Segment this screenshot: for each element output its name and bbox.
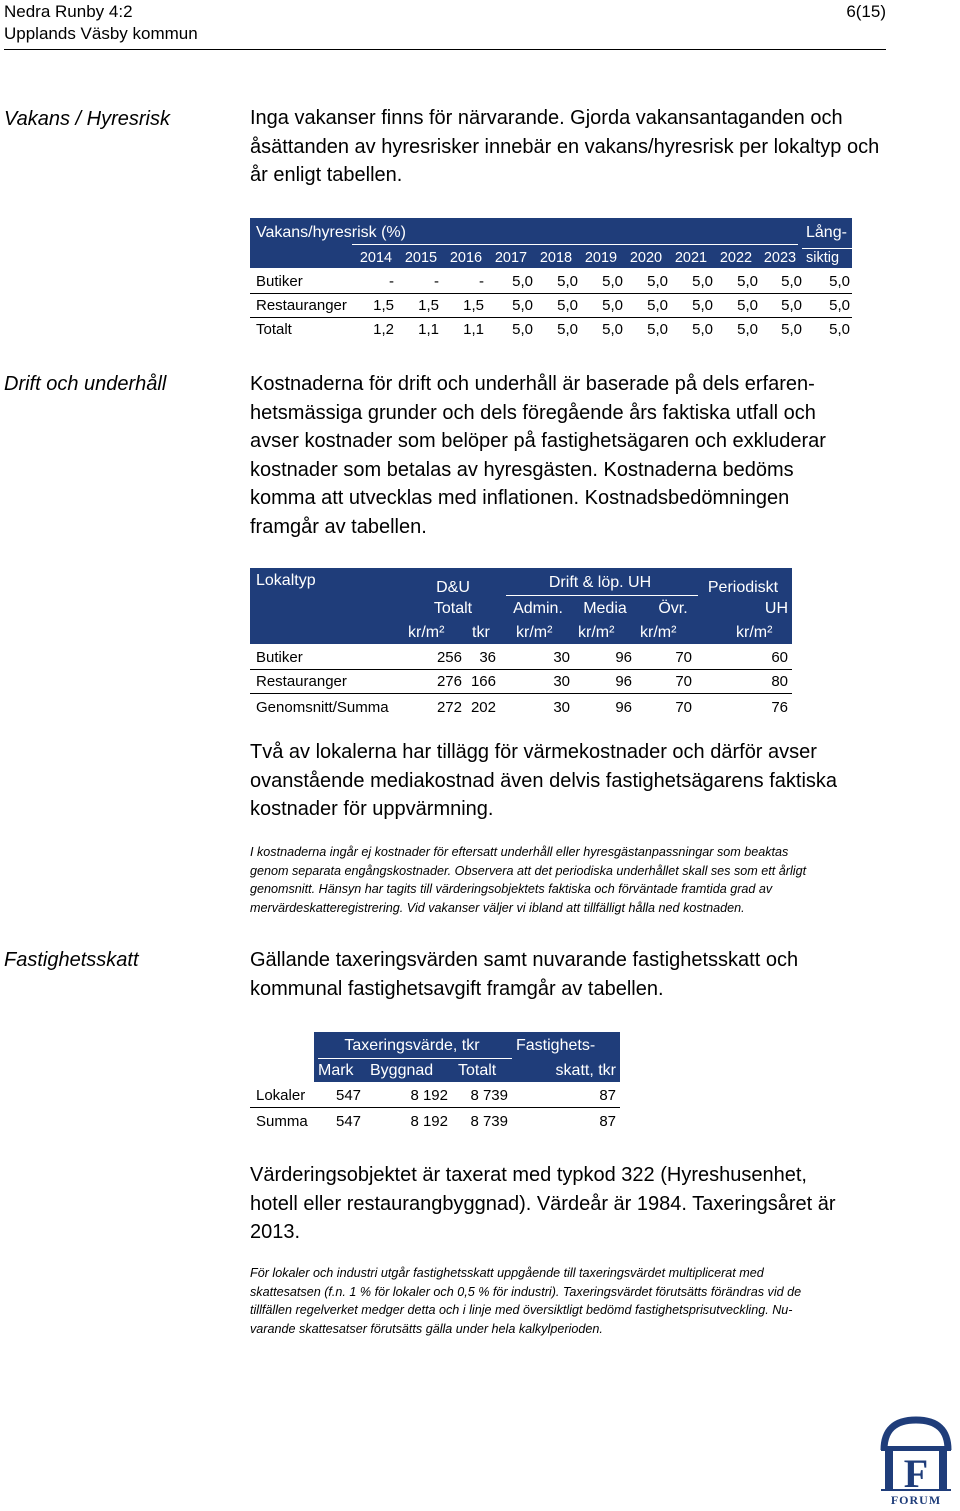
row-label: Lokaler xyxy=(256,1087,306,1104)
cell: 87 xyxy=(599,1113,616,1130)
cell: 8 192 xyxy=(410,1113,448,1130)
note-line: varande skattesatser förutsätts gälla under hela kalkylperioden. xyxy=(250,1321,603,1336)
tax-row-lokaler xyxy=(250,1084,620,1108)
vacancy-year-2022: 2022 xyxy=(719,250,753,266)
tax-paragraph xyxy=(250,946,890,1003)
taxcode-paragraph xyxy=(250,1161,890,1247)
text-line: 2013. xyxy=(250,1221,301,1243)
unit-admin: kr/m² xyxy=(516,624,553,641)
vacancy-year-2021: 2021 xyxy=(674,250,708,266)
cell: 547 xyxy=(336,1087,362,1104)
logo-letter: F xyxy=(903,1451,929,1496)
cell: 5,0 xyxy=(737,297,758,314)
col-uh: UH xyxy=(764,600,788,617)
unit-du: kr/m² xyxy=(408,624,445,641)
col-totalt: Totalt xyxy=(433,600,473,617)
cell: - xyxy=(434,273,439,290)
cell: 5,0 xyxy=(512,321,533,338)
vacancy-year-2017: 2017 xyxy=(494,250,528,266)
cell: 70 xyxy=(675,699,692,716)
cost-table-header xyxy=(250,568,792,644)
cell: 87 xyxy=(599,1087,616,1104)
cell: 547 xyxy=(336,1113,362,1130)
cell: 5,0 xyxy=(829,297,850,314)
col-skatt-1: Fastighets- xyxy=(516,1037,596,1054)
cell: 5,0 xyxy=(557,321,578,338)
cell: 202 xyxy=(470,699,496,716)
note-line: I kostnaderna ingår ej kostnader för eftersatt underhåll eller hyresgästanpassningar som beaktas xyxy=(250,845,789,859)
cost-row-summa xyxy=(250,696,792,720)
text-line: kostnader som betalas av hyresgästen. Kostnaderna bedöms xyxy=(250,458,794,481)
cell: 5,0 xyxy=(829,321,850,338)
cell: 76 xyxy=(771,699,788,716)
cell: 1,5 xyxy=(418,297,439,314)
header-rule xyxy=(4,49,886,50)
row-label: Genomsnitt/Summa xyxy=(256,699,389,716)
page-number: 6(15) xyxy=(846,2,886,21)
vacancy-year-2023: 2023 xyxy=(763,250,797,266)
vacancy-row-butiker xyxy=(250,270,852,294)
col-mark: Mark xyxy=(318,1062,354,1079)
cell: 5,0 xyxy=(781,273,802,290)
cell: 5,0 xyxy=(512,273,533,290)
note-line: genomsnitt. Hänsyn har tagits till värderingsobjektets faktiska och förväntade framtida grad av xyxy=(250,882,773,897)
tax-table-header xyxy=(314,1032,620,1082)
cell: 60 xyxy=(771,649,788,666)
vacancy-col-longterm-2: siktig xyxy=(806,250,840,266)
cell: 96 xyxy=(615,673,632,690)
text-line: framgår av tabellen. xyxy=(250,515,427,538)
cell: 36 xyxy=(479,649,496,666)
vacancy-year-2014: 2014 xyxy=(359,250,393,266)
col-drift: Drift & löp. UH xyxy=(548,574,652,591)
col-admin: Admin. xyxy=(513,600,563,617)
tax-note xyxy=(250,1264,890,1338)
cell: 96 xyxy=(615,649,632,666)
cell: 5,0 xyxy=(781,321,802,338)
cell: 5,0 xyxy=(557,297,578,314)
cell: 5,0 xyxy=(737,273,758,290)
cost-row-restauranger xyxy=(250,670,792,694)
cell: 1,1 xyxy=(418,321,439,338)
col-periodiskt: Periodiskt xyxy=(707,579,779,596)
vacancy-table-title: Vakans/hyresrisk (%) xyxy=(256,224,406,241)
note-line: För lokaler och industri utgår fastighetsskatt uppgående till taxeringsvärdet multiplicerat med xyxy=(250,1266,764,1280)
heating-paragraph xyxy=(250,738,890,824)
cell: 5,0 xyxy=(557,273,578,290)
cell: 276 xyxy=(436,673,462,690)
cell: 1,5 xyxy=(463,297,484,314)
vacancy-row-restauranger xyxy=(250,294,852,318)
section-label-maintenance: Drift och underhåll xyxy=(4,373,167,395)
col-tax-totalt: Totalt xyxy=(458,1062,497,1079)
cell: 5,0 xyxy=(647,321,668,338)
cell: 5,0 xyxy=(512,297,533,314)
cell: 8 192 xyxy=(410,1087,448,1104)
text-line: Kostnaderna för drift och underhåll är baserade på dels erfaren- xyxy=(250,373,815,395)
cell: 5,0 xyxy=(602,297,623,314)
vacancy-year-2015: 2015 xyxy=(404,250,438,266)
text-line: kostnader för uppvärmning. xyxy=(250,798,494,820)
row-label: Butiker xyxy=(256,649,303,666)
document-subtitle: Upplands Väsby kommun xyxy=(4,24,198,43)
col-byggnad: Byggnad xyxy=(370,1062,434,1079)
cell: 5,0 xyxy=(647,297,668,314)
cell: 272 xyxy=(436,699,462,716)
cell: - xyxy=(479,273,484,290)
cost-row-butiker xyxy=(250,646,792,670)
col-du: D&U xyxy=(436,579,470,596)
forum-logo-graphic xyxy=(878,1414,954,1506)
cell: 5,0 xyxy=(602,273,623,290)
cell: 30 xyxy=(553,649,570,666)
row-label: Totalt xyxy=(256,321,292,338)
vacancy-row-totalt xyxy=(250,318,852,342)
cell: 8 739 xyxy=(470,1087,508,1104)
note-line: tillfällen regelverket medger detta och i linje med översiktligt bedömd fastighetsprisutveckling. Nu- xyxy=(250,1303,793,1318)
forum-logo xyxy=(878,1414,954,1506)
vacancy-year-2019: 2019 xyxy=(584,250,618,266)
unit-ovr: kr/m² xyxy=(640,624,677,641)
cell: - xyxy=(389,273,394,290)
text-line: hotell eller restaurangbyggnad). Värdeår är 1984. Taxeringsåret är xyxy=(250,1192,836,1215)
col-skatt-2: skatt, tkr xyxy=(555,1062,616,1079)
vacancy-paragraph: Inga vakanser finns för närvarande. Gjorda vakansantaganden och åsättanden av hyresrisker innebär en vakans/hyresrisk per lokaltyp och år enligt tabellen. xyxy=(250,107,880,186)
unit-uh: kr/m² xyxy=(736,624,773,641)
cell: 1,2 xyxy=(373,321,394,338)
text-line: kommunal fastighetsavgift framgår av tabellen. xyxy=(250,977,664,1000)
cell: 70 xyxy=(675,649,692,666)
col-ovr: Övr. xyxy=(658,600,688,617)
cell: 5,0 xyxy=(829,273,850,290)
cell: 96 xyxy=(615,699,632,716)
row-label: Restauranger xyxy=(256,673,347,690)
maintenance-paragraph xyxy=(250,370,890,541)
text-line: komma att utvecklas med inflationen. Kostnadsbedömningen xyxy=(250,487,790,509)
unit-media: kr/m² xyxy=(578,624,615,641)
text-line: Två av lokalerna har tillägg för värmekostnader och därför avser xyxy=(250,741,817,763)
section-label-vacancy: Vakans / Hyresrisk xyxy=(4,108,170,130)
cell: 70 xyxy=(675,673,692,690)
cell: 5,0 xyxy=(692,321,713,338)
cell: 5,0 xyxy=(647,273,668,290)
text-line: avser kostnader som belöper på fastighetsägaren och exkluderar xyxy=(250,430,826,452)
col-taxering: Taxeringsvärde, tkr xyxy=(344,1037,480,1054)
text-line: ovanstående mediakostnad även delvis fastighetsägarens faktiska xyxy=(250,769,838,792)
row-label: Summa xyxy=(256,1113,308,1130)
vacancy-year-2016: 2016 xyxy=(449,250,483,266)
cell: 5,0 xyxy=(737,321,758,338)
cell: 1,5 xyxy=(373,297,394,314)
row-label: Butiker xyxy=(256,273,303,290)
tax-row-summa xyxy=(250,1110,620,1134)
cell: 5,0 xyxy=(602,321,623,338)
vacancy-table-header xyxy=(250,218,852,268)
document-title: Nedra Runby 4:2 xyxy=(4,2,133,21)
col-media: Media xyxy=(583,600,627,617)
text-line: hetsmässiga grunder och dels föregående års faktiska utfall och xyxy=(250,401,816,424)
cell: 166 xyxy=(470,673,496,690)
note-line: mervärdeskatteregistrering. Vid vakanser väljer vi ibland att tillfälligt hålla ned kostnaden. xyxy=(250,900,745,915)
cell: 5,0 xyxy=(692,273,713,290)
section-label-tax: Fastighetsskatt xyxy=(4,949,139,971)
cell: 8 739 xyxy=(470,1113,508,1130)
cell: 80 xyxy=(771,673,788,690)
cell: 30 xyxy=(553,673,570,690)
unit-tkr: tkr xyxy=(472,624,490,641)
cell: 30 xyxy=(553,699,570,716)
note-line: genom separata engångskostnader. Observera att det periodiska underhållet skall ses som ett årligt xyxy=(250,863,807,878)
vacancy-year-2020: 2020 xyxy=(629,250,663,266)
row-label: Restauranger xyxy=(256,297,347,314)
cell: 256 xyxy=(436,649,462,666)
vacancy-col-longterm-1: Lång- xyxy=(806,224,847,241)
logo-text: FORUM xyxy=(890,1493,942,1506)
note-line: skattesatsen (f.n. 1 % för lokaler och 0,5 % för industri). Taxeringsvärdet förutsätts förändras vid de xyxy=(250,1284,802,1299)
cell: 5,0 xyxy=(692,297,713,314)
vacancy-year-2018: 2018 xyxy=(539,250,573,266)
cell: 1,1 xyxy=(463,321,484,338)
col-lokaltyp: Lokaltyp xyxy=(256,572,316,589)
text-line: Gällande taxeringsvärden samt nuvarande fastighetsskatt och xyxy=(250,949,799,971)
cell: 5,0 xyxy=(781,297,802,314)
text-line: Värderingsobjektet är taxerat med typkod 322 (Hyreshusenhet, xyxy=(250,1164,807,1186)
maintenance-note xyxy=(250,843,890,917)
